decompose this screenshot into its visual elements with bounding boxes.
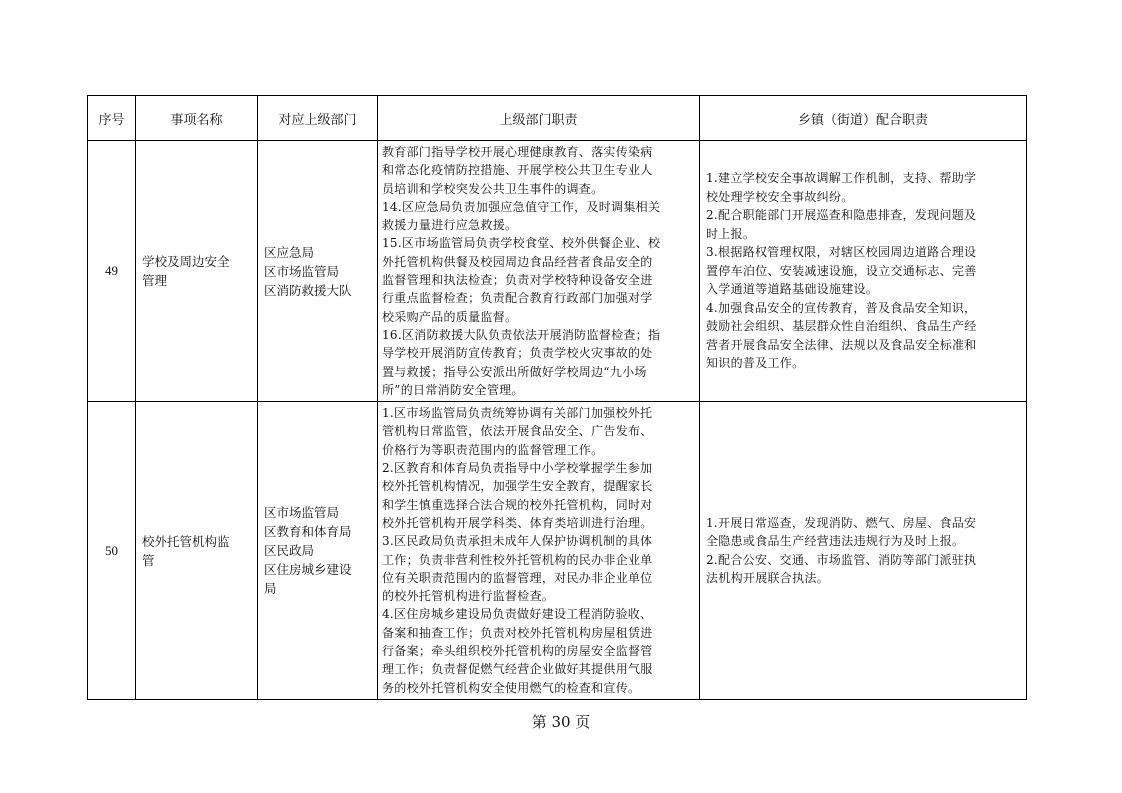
upper-duty <box>378 141 700 402</box>
text-line: 管机构日常监管，依法开展食品安全、广告发布、 <box>382 424 653 439</box>
text-line: 和常态化疫情防控措施、开展学校公共卫生专业人 <box>382 163 653 178</box>
header-upper-dept: 对应上级部门 <box>258 96 378 141</box>
text-line: 入学通道等道路基础设施建设。 <box>706 282 879 297</box>
text-line: 3.区民政局负责承担未成年人保护协调机制的具体 <box>382 534 653 549</box>
text-line: 区住房城乡建设 <box>264 562 352 578</box>
text-line: 监督管理和执法检查；负责对学校特种设备安全进 <box>382 273 653 288</box>
text-line: 价格行为等职责范围内的监督管理工作。 <box>382 442 604 457</box>
text-line: 置停车泊位、安装减速设施，设立交通标志、完善 <box>706 263 977 278</box>
text-line: 知识的普及工作。 <box>706 356 805 371</box>
text-line: 置与救援；指导公安派出所做好学校周边“九小场 <box>382 364 647 379</box>
table-row <box>88 141 1027 402</box>
text-line: 2.区教育和体育局负责指导中小学校掌握学生参加 <box>382 461 653 476</box>
header-upper-duty: 上级部门职责 <box>378 96 700 141</box>
text-line: 区应急局 <box>264 244 315 260</box>
text-line: 和学生慎重选择合法合规的校外托管机构，同时对 <box>382 497 653 512</box>
text-line: 所”的日常消防安全管理。 <box>382 382 524 397</box>
text-line: 14.区应急局负责加强应急值守工作，及时调集相关 <box>382 199 661 214</box>
text-line: 1.建立学校安全事故调解工作机制，支持、帮助学 <box>706 171 977 186</box>
text-line: 1.区市场监管局负责统筹协调有关部门加强校外托 <box>382 406 653 421</box>
text-line: 导学校开展消防宣传教育；负责学校火灾事故的处 <box>382 346 653 361</box>
text-line: 区消防救援大队 <box>264 282 352 298</box>
row-number: 50 <box>88 402 136 700</box>
text-line: 营者开展食品安全法律、法规以及食品安全标准和 <box>706 337 977 352</box>
text-line: 区民政局 <box>264 543 315 559</box>
header-item-name: 事项名称 <box>136 96 258 141</box>
upper-dept <box>258 402 378 700</box>
text-line: 区市场监管局 <box>264 263 340 279</box>
text-line: 员培训和学校突发公共卫生事件的调查。 <box>382 181 604 196</box>
text-line: 教育部门指导学校开展心理健康教育、落实传染病 <box>382 145 653 159</box>
text-line: 校处理学校安全事故纠纷。 <box>706 189 854 204</box>
header-no: 序号 <box>88 96 136 141</box>
town-duty <box>700 402 1027 700</box>
text-line: 区市场监管局 <box>264 505 340 521</box>
text-line: 4.区住房城乡建设局负责做好建设工程消防验收、 <box>382 607 653 622</box>
text-line: 行重点监督检查；负责配合教育行政部门加强对学 <box>382 291 653 306</box>
upper-duty <box>378 402 700 700</box>
text-line: 16.区消防救援大队负责依法开展消防监督检查；指 <box>382 327 661 342</box>
text-line: 外托管机构供餐及校园周边食品经营者食品安全的 <box>382 254 653 269</box>
row-number: 49 <box>88 141 136 402</box>
text-line: 管理 <box>142 273 168 289</box>
text-line: 全隐患或食品生产经营违法违规行为及时上报。 <box>706 534 965 549</box>
text-line: 工作；负责非营利性校外托管机构的民办非企业单 <box>382 552 653 567</box>
text-line: 的校外托管机构进行监督检查。 <box>382 589 555 604</box>
text-line: 2.配合职能部门开展巡查和隐患排查，发现问题及 <box>706 208 977 223</box>
header-row <box>88 96 1027 141</box>
item-name <box>136 402 258 700</box>
text-line: 2.配合公安、交通、市场监管、消防等部门派驻执 <box>706 552 977 567</box>
text-line: 局 <box>264 581 277 597</box>
text-line: 备案和抽查工作；负责对校外托管机构房屋租赁进 <box>382 625 653 640</box>
text-line: 务的校外托管机构安全使用燃气的检查和宣传。 <box>382 680 641 695</box>
text-line: 时上报。 <box>706 226 756 241</box>
duty-table <box>87 95 1027 700</box>
text-line: 管 <box>142 552 155 568</box>
text-line: 理工作；负责督促燃气经营企业做好其提供用气服 <box>382 662 653 677</box>
header-town-duty: 乡镇（街道）配合职责 <box>700 96 1027 141</box>
item-name <box>136 141 258 402</box>
text-line: 15.区市场监管局负责学校食堂、校外供餐企业、校 <box>382 236 661 251</box>
text-line: 行备案；牵头组织校外托管机构的房屋安全监督管 <box>382 644 653 659</box>
text-line: 法机构开展联合执法。 <box>706 571 830 586</box>
text-line: 校采购产品的质量监督。 <box>382 309 518 324</box>
text-line: 救援力量进行应急救援。 <box>382 218 518 233</box>
table-row <box>88 402 1027 700</box>
text-line: 位有关职责范围内的监督管理，对民办非企业单位 <box>382 570 653 585</box>
text-line: 学校及周边安全 <box>142 254 230 270</box>
text-line: 1.开展日常巡查，发现消防、燃气、房屋、食品安 <box>706 515 977 530</box>
upper-dept <box>258 141 378 402</box>
text-line: 4.加强食品安全的宣传教育，普及食品安全知识， <box>706 300 977 315</box>
text-line: 3.根据路权管理权限，对辖区校园周边道路合理设 <box>706 245 977 260</box>
text-line: 校外托管机构监 <box>142 533 230 549</box>
page-number: 第 30 页 <box>531 713 591 731</box>
town-duty <box>700 141 1027 402</box>
text-line: 校外托管机构情况，加强学生安全教育，提醒家长 <box>382 479 653 494</box>
text-line: 鼓励社会组织、基层群众性自治组织、食品生产经 <box>706 319 977 334</box>
text-line: 校外托管机构开展学科类、体育类培训进行治理。 <box>382 515 653 530</box>
text-line: 区教育和体育局 <box>264 524 352 540</box>
